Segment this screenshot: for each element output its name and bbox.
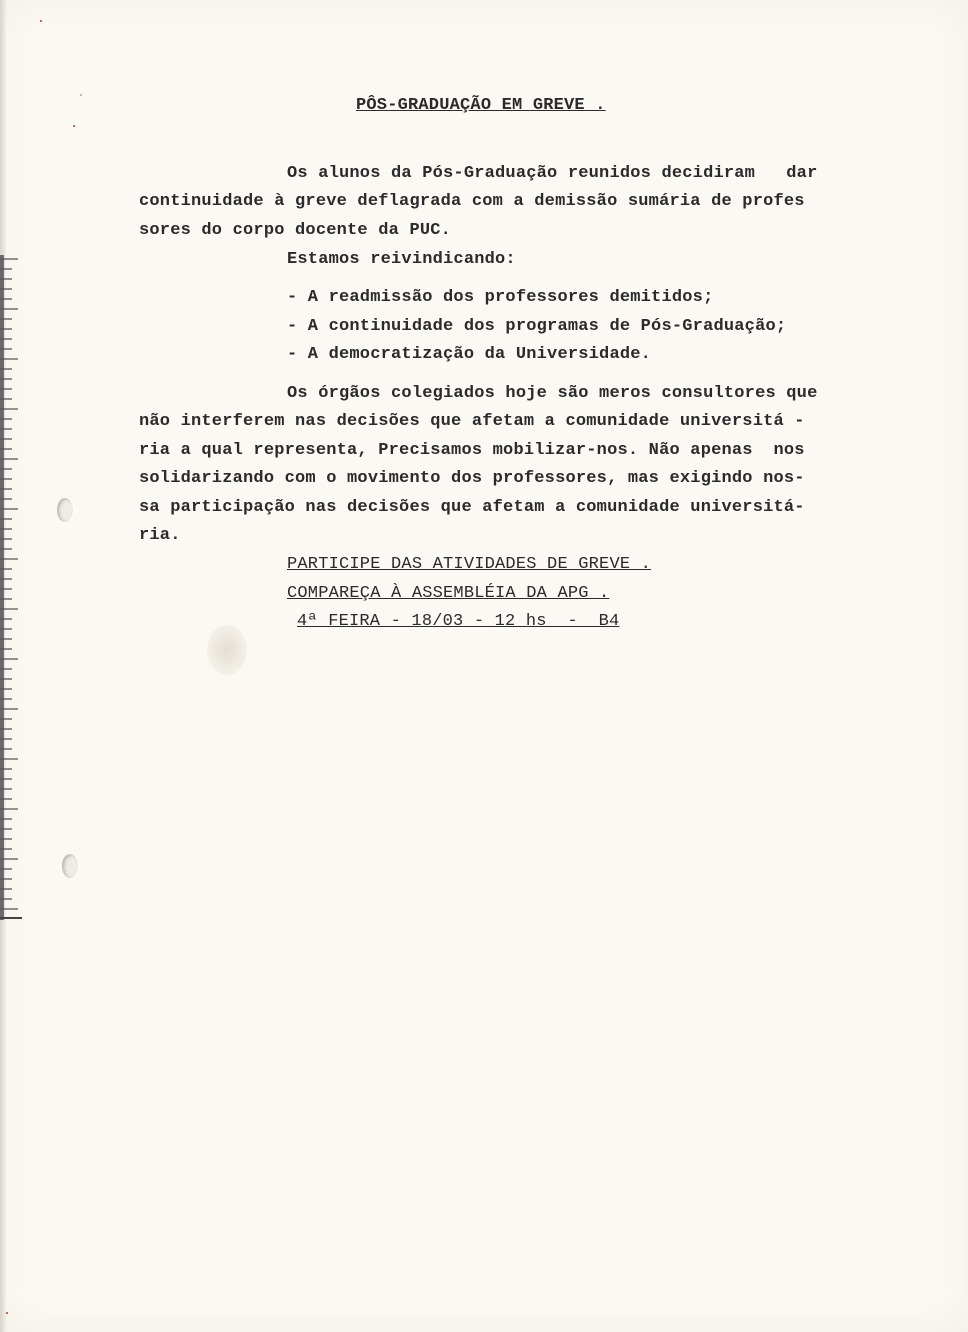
claim-item: - A democratização da Universidade. [287, 345, 652, 364]
paragraph1-line3: sores do corpo docente da PUC. [139, 221, 452, 240]
punch-hole-top [57, 498, 73, 522]
paragraph2-line1: Os órgãos colegiados hoje são meros consultores que [287, 384, 818, 403]
document-title: PÔS-GRADUAÇÃO EM GREVE . [356, 96, 606, 115]
paragraph2-line3: ria a qual representa, Precisamos mobilizar-nos. Não apenas nos [139, 441, 805, 460]
paragraph2-line4: solidarizando com o movimento dos professores, mas exigindo nos- [139, 469, 805, 488]
call-to-action-line3: 4ª FEIRA - 18/03 - 12 hs - B4 [297, 612, 620, 631]
ink-speck [80, 94, 82, 96]
ink-speck [73, 125, 75, 127]
punch-hole-bottom [62, 854, 78, 878]
paragraph2-line6: ria. [139, 526, 181, 545]
claims-intro: Estamos reivindicando: [287, 250, 516, 269]
ruler-scale [0, 255, 22, 920]
call-to-action-line2: COMPAREÇA À ASSEMBLÉIA DA APG . [287, 584, 610, 603]
paragraph2-line2: não interferem nas decisões que afetam a comunidade universitá - [139, 412, 805, 431]
claim-item: - A continuidade dos programas de Pós-Graduação; [287, 317, 787, 336]
page-smudge [207, 625, 247, 675]
ink-speck [6, 1312, 8, 1314]
ink-speck [40, 20, 42, 22]
call-to-action-line1: PARTICIPE DAS ATIVIDADES DE GREVE . [287, 555, 652, 574]
paragraph2-line5: sa participação nas decisões que afetam a comunidade universitá- [139, 498, 805, 517]
paragraph1-line2: continuidade à greve deflagrada com a demissão sumária de profes [139, 192, 805, 211]
paragraph1-line1: Os alunos da Pós-Graduação reunidos decidiram dar [287, 164, 818, 183]
claim-item: - A readmissão dos professores demitidos; [287, 288, 714, 307]
